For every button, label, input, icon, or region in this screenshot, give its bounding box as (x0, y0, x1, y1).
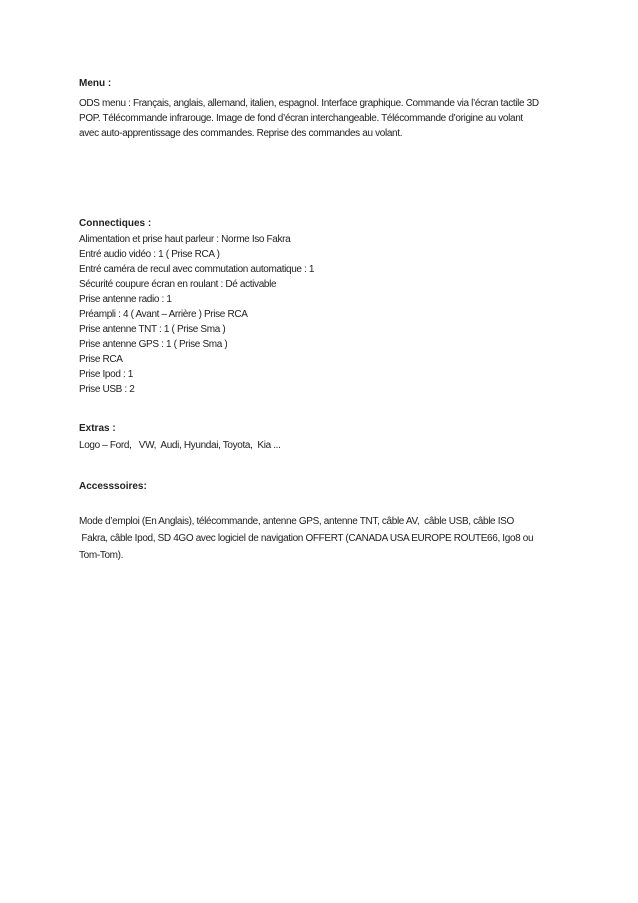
list-item: Prise RCA (79, 354, 123, 365)
accessoires-line: Mode d’emploi (En Anglais), télécommande, antenne GPS, antenne TNT, câble AV, câble USB, câble ISO (79, 516, 514, 527)
menu-line: ODS menu : Français, anglais, allemand, italien, espagnol. Interface graphique. Commande via l’écran tactile 3D (79, 98, 539, 109)
extras-heading: Extras : (79, 423, 116, 434)
menu-line: POP. Télécommande infrarouge. Image de fond d’écran interchangeable. Télécommande d’origine au volant (79, 113, 523, 124)
connectiques-heading: Connectiques : (79, 218, 152, 229)
accessoires-line: Tom-Tom). (79, 550, 124, 561)
list-item: Prise antenne GPS : 1 ( Prise Sma ) (79, 339, 228, 350)
accessoires-paragraph (79, 514, 579, 563)
list-item: Préampli : 4 ( Avant – Arrière ) Prise RCA (79, 309, 248, 320)
extras-line: Logo – Ford, VW, Audi, Hyundai, Toyota, Kia ... (79, 440, 281, 451)
accessoires-line: Fakra, câble Ipod, SD 4GO avec logiciel de navigation OFFERT (CANADA USA EUROPE ROUTE66, Igo8 ou (79, 533, 534, 544)
menu-section (79, 76, 579, 141)
list-item: Prise antenne radio : 1 (79, 294, 172, 305)
menu-line: avec auto-apprentissage des commandes. Reprise des commandes au volant. (79, 128, 403, 139)
list-item: Entré audio vidéo : 1 ( Prise RCA ) (79, 249, 220, 260)
connectiques-section (79, 216, 579, 397)
accessoires-section (79, 479, 579, 563)
list-item: Sécurité coupure écran en roulant : Dé activable (79, 279, 277, 290)
list-item: Prise USB : 2 (79, 384, 135, 395)
menu-heading: Menu : (79, 78, 112, 89)
list-item: Alimentation et prise haut parleur : Norme Iso Fakra (79, 234, 291, 245)
list-item: Prise Ipod : 1 (79, 369, 134, 380)
list-item: Prise antenne TNT : 1 ( Prise Sma ) (79, 324, 226, 335)
accessoires-heading: Accesssoires: (79, 481, 147, 492)
connectiques-list (79, 232, 579, 397)
menu-paragraph (79, 96, 579, 141)
extras-section (79, 421, 579, 453)
list-item: Entré caméra de recul avec commutation automatique : 1 (79, 264, 315, 275)
